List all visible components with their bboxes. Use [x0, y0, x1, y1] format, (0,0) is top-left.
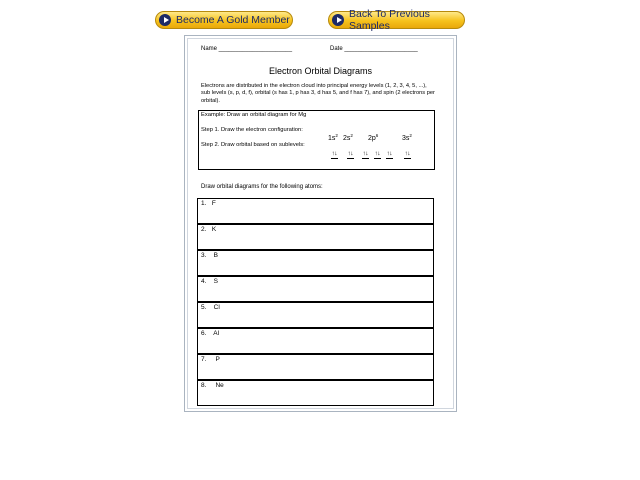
intro-paragraph: Electrons are distributed in the electron cloud into principal energy levels (1, 2, 3, 4, 5, ...), sub levels (s, p, d, f), orbital (s has 1, p has 3, d has 5, and f has 7), and spin (2 electrons per orbital).	[201, 83, 435, 104]
atom-answer-box	[197, 354, 434, 380]
config-term	[343, 133, 353, 142]
atom-answer-box	[197, 250, 434, 276]
atom-label: 3. B	[201, 252, 218, 259]
example-step-2: Step 2. Draw orbital based on sublevels:	[201, 142, 305, 148]
back-to-samples-button[interactable]	[328, 8, 465, 32]
atom-answer-box	[197, 380, 434, 406]
back-to-samples-label: Back To Previous Samples	[349, 8, 430, 32]
example-box	[198, 110, 435, 170]
orbital-box: ↑↓	[362, 150, 368, 157]
atom-label: 7. P	[201, 356, 220, 363]
date-field: Date ______________________	[330, 46, 418, 52]
config-term-exponent: 2	[409, 133, 412, 138]
atom-answer-box	[197, 276, 434, 302]
example-heading: Example: Draw an orbital diagram for Mg	[201, 112, 307, 118]
atom-label: 1. F	[201, 200, 216, 207]
config-term-exponent: 2	[350, 133, 353, 138]
config-term-exponent: 6	[375, 133, 379, 138]
atom-label: 8. Ne	[201, 382, 224, 389]
atom-label: 5. Cl	[201, 304, 220, 311]
instruction-text: Draw orbital diagrams for the following atoms:	[201, 184, 323, 190]
config-term	[402, 133, 412, 142]
atom-answer-box	[197, 328, 434, 354]
become-gold-member-button[interactable]	[155, 11, 293, 29]
config-term-base: 3s	[402, 135, 410, 142]
config-term-base: 2s	[343, 135, 351, 142]
atom-label: 6. Al	[201, 330, 220, 337]
orbital-box: ↑↓	[404, 150, 410, 157]
config-term-exponent: 2	[335, 133, 338, 138]
orbital-box: ↑↓	[347, 150, 353, 157]
worksheet-title: Electron Orbital Diagrams	[268, 66, 373, 76]
config-term-base: 1s	[328, 135, 336, 142]
config-term-base: 2p	[368, 135, 376, 142]
name-field: Name ______________________	[201, 46, 293, 52]
play-arrow-icon	[332, 14, 344, 26]
config-term	[368, 133, 378, 142]
atom-label: 2. K	[201, 226, 217, 233]
atom-label: 4. S	[201, 278, 218, 285]
atom-answer-box	[197, 302, 434, 328]
config-term	[328, 133, 338, 142]
orbital-box: ↑↓	[386, 150, 392, 157]
example-step-1: Step 1. Draw the electron configuration:	[201, 127, 303, 133]
atom-answer-box	[197, 198, 434, 224]
become-gold-member-label: Become A Gold Member	[176, 14, 290, 26]
orbital-box: ↑↓	[374, 150, 380, 157]
atom-answer-box	[197, 224, 434, 250]
play-arrow-icon	[159, 14, 171, 26]
orbital-box: ↑↓	[331, 150, 337, 157]
